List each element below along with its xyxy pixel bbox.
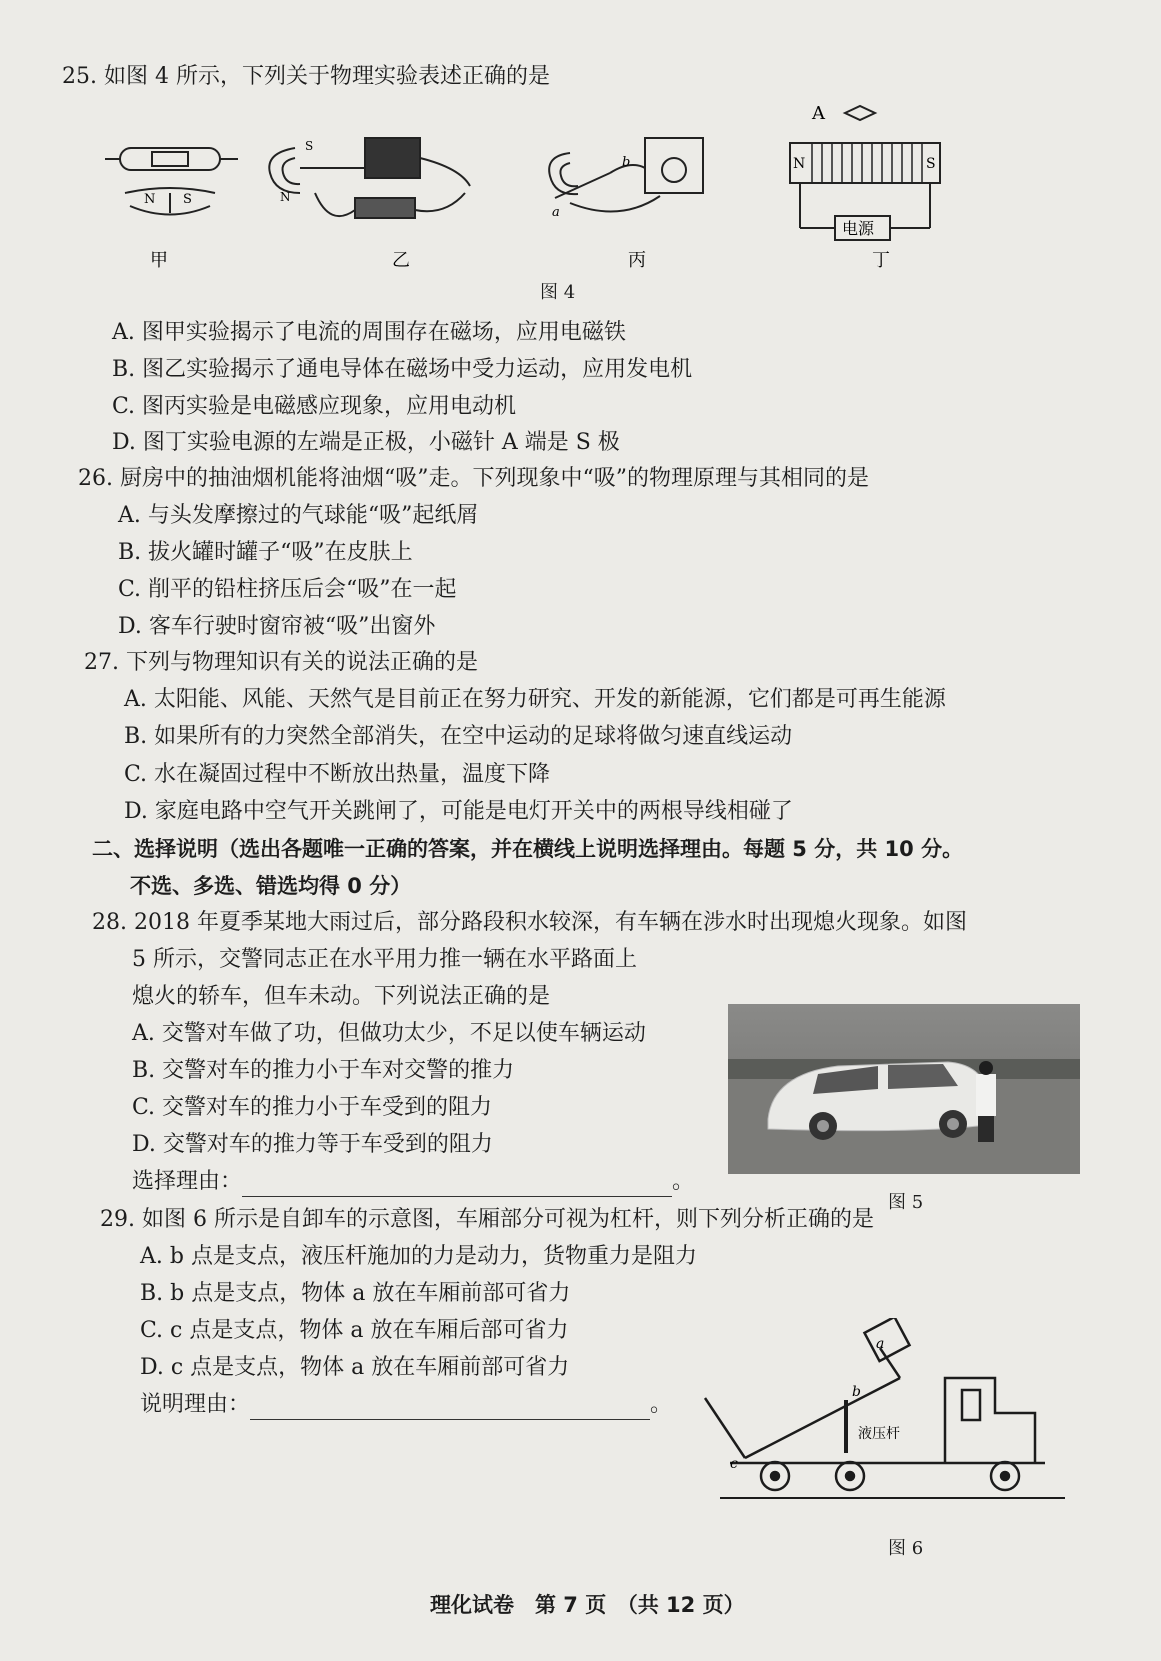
q29-option-b: B. b 点是支点，物体 a 放在车厢前部可省力 xyxy=(140,1281,571,1306)
q25-option-d: D. 图丁实验电源的左端是正极，小磁针 A 端是 S 极 xyxy=(112,430,620,455)
q27-stem: 27. 下列与物理知识有关的说法正确的是 xyxy=(84,650,478,675)
figure-4-bing xyxy=(549,138,703,212)
figure-5-photo xyxy=(728,1004,1080,1174)
figure-4-jia-n: N xyxy=(144,192,156,207)
q29-reason-blank[interactable] xyxy=(250,1397,650,1420)
figure-5-caption: 图 5 xyxy=(888,1192,924,1213)
figure-4-caption: 图 4 xyxy=(540,282,576,303)
figure-4-label-ding: 丁 xyxy=(872,250,890,271)
figure-4-jia xyxy=(105,148,238,215)
figure-4-bing-a: a xyxy=(552,205,560,220)
q28-stem-line3: 熄火的轿车，但车未动。下列说法正确的是 xyxy=(132,984,551,1009)
q29-option-a: A. b 点是支点，液压杆施加的力是动力，货物重力是阻力 xyxy=(140,1244,697,1269)
q28-stem-line1: 28. 2018 年夏季某地大雨过后，部分路段积水较深，有车辆在涉水时出现熄火现象。如图 xyxy=(92,910,967,935)
q28-stem-line2: 5 所示，交警同志正在水平用力推一辆在水平路面上 xyxy=(132,947,637,972)
figure-4-ding-a: A xyxy=(812,103,825,124)
q28-reason-end: 。 xyxy=(672,1169,695,1194)
figure-6-label-b: b xyxy=(852,1384,861,1400)
section-2-heading-cont: 不选、多选、错选均得 0 分） xyxy=(130,874,412,898)
q27-option-c: C. 水在凝固过程中不断放出热量，温度下降 xyxy=(124,762,551,787)
figure-4-yi-n: N xyxy=(280,190,291,204)
q28-option-d: D. 交警对车的推力等于车受到的阻力 xyxy=(132,1132,493,1157)
figure-4 xyxy=(100,98,960,288)
section-2-heading: 二、选择说明（选出各题唯一正确的答案，并在横线上说明选择理由。每题 5 分，共 10 分。 xyxy=(92,837,964,861)
q27-option-a: A. 太阳能、风能、天然气是目前正在努力研究、开发的新能源，它们都是可再生能源 xyxy=(124,687,946,712)
q26-option-c: C. 削平的铅柱挤压后会“吸”在一起 xyxy=(118,577,457,602)
figure-6-label-a: a xyxy=(876,1336,885,1352)
q29-option-d: D. c 点是支点，物体 a 放在车厢前部可省力 xyxy=(140,1355,570,1380)
q26-option-a: A. 与头发摩擦过的气球能“吸”起纸屑 xyxy=(118,503,479,528)
q28-reason-line xyxy=(132,1167,694,1197)
q28-reason-label: 选择理由： xyxy=(132,1169,243,1194)
q29-reason-end: 。 xyxy=(650,1392,673,1417)
page-footer: 理化试卷 第 7 页 （共 12 页） xyxy=(430,1593,745,1617)
q27-option-b: B. 如果所有的力突然全部消失，在空中运动的足球将做匀速直线运动 xyxy=(124,724,793,749)
figure-4-ding-s: S xyxy=(926,156,936,172)
q28-option-b: B. 交警对车的推力小于车对交警的推力 xyxy=(132,1058,515,1083)
q26-option-d: D. 客车行驶时窗帘被“吸”出窗外 xyxy=(118,614,436,639)
figure-4-yi-s: S xyxy=(305,139,314,153)
q29-stem: 29. 如图 6 所示是自卸车的示意图，车厢部分可视为杠杆，则下列分析正确的是 xyxy=(100,1207,874,1232)
figure-4-label-bing: 丙 xyxy=(628,250,646,271)
figure-4-yi xyxy=(269,138,470,218)
q28-option-c: C. 交警对车的推力小于车受到的阻力 xyxy=(132,1095,493,1120)
figure-6-caption: 图 6 xyxy=(888,1538,924,1559)
figure-4-bing-b: b xyxy=(622,155,631,170)
q25-option-a: A. 图甲实验揭示了电流的周围存在磁场，应用电磁铁 xyxy=(112,320,626,345)
figure-4-label-yi: 乙 xyxy=(392,250,410,271)
figure-4-ding-n: N xyxy=(793,156,806,172)
q25-stem: 25. 如图 4 所示，下列关于物理实验表述正确的是 xyxy=(62,64,550,89)
q29-reason-line xyxy=(140,1390,672,1420)
q28-reason-blank[interactable] xyxy=(242,1174,672,1197)
q28-option-a: A. 交警对车做了功，但做功太少，不足以使车辆运动 xyxy=(132,1021,646,1046)
q26-option-b: B. 拔火罐时罐子“吸”在皮肤上 xyxy=(118,540,413,565)
q25-option-b: B. 图乙实验揭示了通电导体在磁场中受力运动，应用发电机 xyxy=(112,357,693,382)
figure-6-diagram xyxy=(700,1318,1080,1518)
q29-reason-label: 说明理由： xyxy=(140,1392,251,1417)
figure-6-bed xyxy=(745,1378,900,1458)
figure-4-jia-s: S xyxy=(183,192,192,207)
figure-4-label-jia: 甲 xyxy=(150,250,168,271)
figure-6-label-rod: 液压杆 xyxy=(858,1426,900,1442)
figure-6-label-c: c xyxy=(730,1456,738,1472)
q27-option-d: D. 家庭电路中空气开关跳闸了，可能是电灯开关中的两根导线相碰了 xyxy=(124,799,793,824)
q29-option-c: C. c 点是支点，物体 a 放在车厢后部可省力 xyxy=(140,1318,569,1343)
q25-option-c: C. 图丙实验是电磁感应现象，应用电动机 xyxy=(112,394,517,419)
figure-4-ding-power: 电源 xyxy=(842,219,875,238)
q26-stem: 26. 厨房中的抽油烟机能将油烟“吸”走。下列现象中“吸”的物理原理与其相同的是 xyxy=(78,466,869,491)
